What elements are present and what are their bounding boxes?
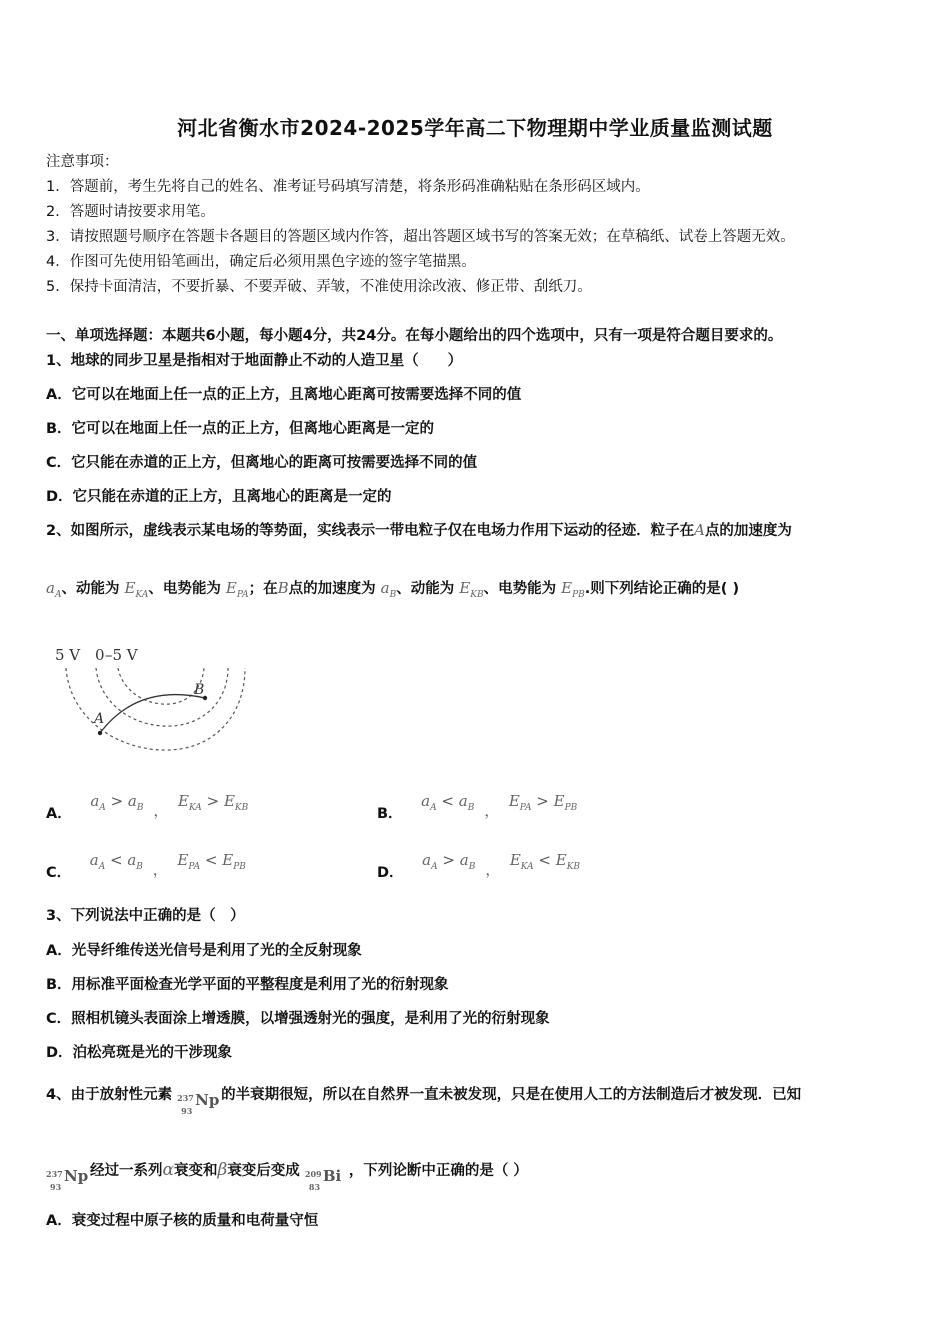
- q4-nuclide-np-2: 237 93 Np: [46, 1167, 89, 1192]
- q2-b-rel1: $a_A < a_B$: [421, 792, 475, 813]
- q1-option-c: C．它只能在赤道的正上方，但离地心的距离可按需要选择不同的值: [46, 455, 478, 471]
- q4-text5: 衰变后变成: [227, 1163, 300, 1179]
- q3-option-a: A．光导纤维传送光信号是利用了光的全反射现象: [46, 943, 362, 959]
- q2-aB: $a_B$: [380, 579, 397, 600]
- figure-label-b: B: [194, 682, 205, 698]
- q4-option-a: A．衰变过程中原子核的质量和电荷量守恒: [46, 1213, 319, 1229]
- point-a-dot: [98, 731, 102, 735]
- q2-stem-line2: [46, 578, 739, 601]
- q2-EPB: $E_{PB}$: [561, 579, 585, 600]
- q2-aA: $a_A$: [46, 579, 62, 600]
- q2-d-rel1: $a_A > a_B$: [422, 851, 476, 872]
- figure-label-0: 0: [95, 646, 105, 664]
- q2-c-rel2: $E_{PA} < E_{PB}$: [177, 851, 246, 872]
- q3-option-c: C．照相机镜头表面涂上增透膜，以增强透射光的强度，是利用了光的衍射现象: [46, 1011, 550, 1027]
- q2-text-ke2: 、动能为: [396, 581, 455, 597]
- q2-c-rel1: $a_A < a_B$: [89, 851, 143, 872]
- notice-item-2: 2．答题时请按要求用笔。: [46, 204, 215, 220]
- q2-stem-line1: [46, 520, 792, 541]
- q1-option-d: D．它只能在赤道的正上方，且离地心的距离是一定的: [46, 489, 392, 505]
- q4-text2: 的半衰期很短，所以在自然界一直未被发现，只是在使用人工的方法制造后才被发现．已知: [221, 1087, 802, 1103]
- q4-stem-line2: [46, 1155, 528, 1192]
- page-title: 河北省衡水市2024-2025学年高二下物理期中学业质量监测试题: [177, 116, 773, 140]
- q4-stem-line1: [46, 1080, 802, 1116]
- q2-a-rel2: $E_{KA} > E_{KB}$: [178, 792, 249, 813]
- equipotential-outer: [66, 668, 245, 750]
- q3-stem: 3、下列说法中正确的是（ ）: [46, 908, 245, 924]
- q2-stem-text1: 2、如图所示，虚线表示某电场的等势面，实线表示一带电粒子仅在电场力作用下运动的径迹．粒子在: [46, 523, 695, 539]
- q2-text-pe1: 、电势能为: [148, 581, 221, 597]
- q2-option-d: D． $a_A > a_B$ ，$E_{KA} < E_{KB}$: [377, 851, 581, 881]
- q4-beta: β: [217, 1160, 228, 1180]
- q1-stem: 1、地球的同步卫星是指相对于地面静止不动的人造卫星（ ）: [46, 353, 463, 369]
- notice-item-4: 4．作图可先使用铅笔画出，确定后必须用黑色字迹的签字笔描黑。: [46, 254, 476, 270]
- particle-trajectory: [100, 695, 205, 733]
- q2-a-rel1: $a_A > a_B$: [90, 792, 144, 813]
- q1-option-a: A．它可以在地面上任一点的正上方，且离地心距离可按需要选择不同的值: [46, 387, 522, 403]
- notice-heading: 注意事项：: [46, 154, 119, 170]
- q2-equipotential-figure: [50, 640, 260, 760]
- q2-text-end: .则下列结论正确的是( ): [584, 581, 740, 597]
- q2-text-ke1: 、动能为: [61, 581, 120, 597]
- q3-option-b: B．用标准平面检查光学平面的平整程度是利用了光的衍射现象: [46, 977, 449, 993]
- q1-option-b: B．它可以在地面上任一点的正上方，但离地心距离是一定的: [46, 421, 435, 437]
- q2-b-rel2: $E_{PA} > E_{PB}$: [508, 792, 578, 813]
- q3-option-d: D．泊松亮斑是光的干涉现象: [46, 1045, 233, 1061]
- notice-item-1: 1．答题前，考生先将自己的姓名、准考证号码填写清楚，将条形码准确粘贴在条形码区域内。: [46, 179, 650, 195]
- section-heading: 一、单项选择题：本题共6小题，每小题4分，共24分。在每小题给出的四个选项中，只有一项是符合题目要求的。: [46, 328, 783, 344]
- figure-label-a: A: [94, 711, 105, 727]
- equipotential-middle: [96, 668, 228, 726]
- q2-option-c: C． $a_A < a_B$ ，$E_{PA} < E_{PB}$: [46, 851, 246, 881]
- q2-EKB: $E_{KB}$: [459, 579, 484, 600]
- q2-option-a: A． $a_A > a_B$ ，$E_{KA} > E_{KB}$: [46, 792, 249, 822]
- figure-label-neg5v: –5 V: [105, 646, 138, 664]
- q2-stem-text2: 点的加速度为: [704, 523, 792, 539]
- notice-item-3: 3．请按照题号顺序在答题卡各题目的答题区域内作答，超出答题区域书写的答案无效；在草稿纸、试卷上答题无效。: [46, 229, 795, 245]
- q2-option-b: B． $a_A < a_B$ ，$E_{PA} > E_{PB}$: [377, 792, 578, 822]
- q4-text4: 衰变和: [173, 1163, 218, 1179]
- q2-text-pe2: 、电势能为: [483, 581, 557, 597]
- q4-text3: 经过一系列: [90, 1163, 163, 1179]
- equipotential-inner: [118, 668, 204, 704]
- q2-EKA: $E_{KA}$: [124, 579, 149, 600]
- q2-d-rel2: $E_{KA} < E_{KB}$: [509, 851, 581, 872]
- q4-nuclide-bi: 209 83 Bi: [304, 1167, 342, 1192]
- q2-text-semi: ；在: [248, 581, 278, 597]
- q4-text1: 4、由于放射性元素: [46, 1087, 173, 1103]
- q2-text-accel2: 点的加速度为: [288, 581, 376, 597]
- q2-point-a: A: [694, 521, 705, 539]
- figure-label-5v: 5 V: [55, 646, 81, 664]
- q2-EPA: $E_{PA}$: [225, 579, 249, 600]
- notice-item-5: 5．保持卡面清洁，不要折暴、不要弄破、弄皱，不准使用涂改液、修正带、刮纸刀。: [46, 279, 592, 295]
- q2-point-b: B: [277, 579, 289, 597]
- q4-alpha: α: [162, 1160, 174, 1180]
- q4-nuclide-np-1: 237 93 Np: [177, 1091, 220, 1116]
- q4-text6: ，下列论断中正确的是（ ）: [348, 1163, 528, 1179]
